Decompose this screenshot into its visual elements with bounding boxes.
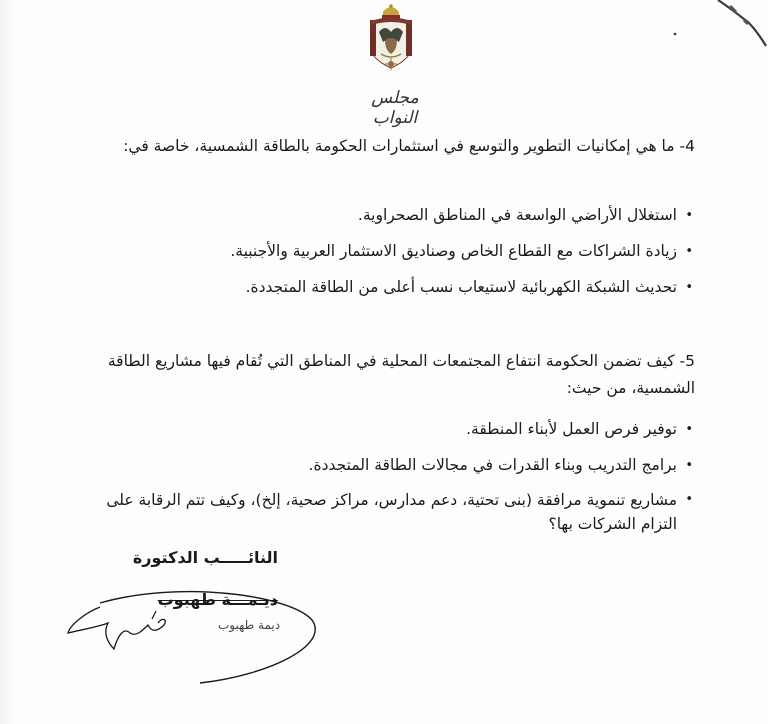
list-item-text: مشاريع تنموية مرافقة (بنى تحتية، دعم مدارس، مراكز صحية، إلخ)، وكيف تتم الرقابة على التزام الشركات بها؟ — [106, 491, 677, 533]
bullet-icon: • — [685, 244, 693, 259]
question-5 — [95, 348, 695, 402]
council-name-calligraphy: مجلس النواب — [371, 88, 419, 128]
bullet-icon: • — [685, 422, 693, 437]
bullet-icon: • — [685, 280, 693, 295]
signatory-title: النائـــــب الدكتورة — [132, 548, 278, 567]
question-text — [95, 348, 695, 402]
bullet-icon: • — [685, 492, 693, 507]
list-item — [95, 274, 695, 301]
list-item-text: برامج التدريب وبناء القدرات في مجالات الطاقة المتجددة. — [308, 456, 677, 474]
bullet-icon: • — [685, 458, 693, 473]
signatory-name: ديـمـــة طهبوب — [157, 590, 278, 609]
handwritten-signature-icon — [40, 575, 330, 685]
pen-stroke-mark-icon — [658, 0, 768, 60]
list-item — [95, 202, 695, 229]
question-5-bullets — [95, 410, 695, 544]
list-item-text: توفير فرص العمل لأبناء المنطقة. — [466, 420, 677, 438]
list-item — [95, 452, 695, 479]
bullet-list — [95, 202, 695, 301]
list-item — [95, 488, 695, 536]
question-4-bullets — [95, 196, 695, 309]
bullet-list — [95, 416, 695, 536]
question-body: كيف تضمن الحكومة انتفاع المجتمعات المحلية في المناطق التي تُقام فيها مشاريع الطاقة الشمسية، من حيث: — [107, 352, 695, 397]
question-number: 5- — [679, 352, 695, 370]
handwritten-name: ديمة طهبوب — [218, 618, 281, 632]
question-4 — [95, 133, 695, 160]
list-item — [95, 416, 695, 443]
list-item-text: استغلال الأراضي الواسعة في المناطق الصحراوية. — [357, 206, 677, 224]
list-item — [95, 238, 695, 265]
coat-of-arms-icon — [365, 2, 417, 78]
scan-edge-shadow — [0, 0, 14, 724]
question-body: ما هي إمكانيات التطوير والتوسع في استثمارات الحكومة بالطاقة الشمسية، خاصة في: — [123, 137, 675, 155]
question-text — [95, 133, 695, 160]
list-item-text: زيادة الشراكات مع القطاع الخاص وصناديق الاستثمار العربية والأجنبية. — [230, 242, 677, 260]
question-number: 4- — [679, 137, 695, 155]
list-item-text: تحديث الشبكة الكهربائية لاستيعاب نسب أعلى من الطاقة المتجددة. — [245, 278, 677, 296]
bullet-icon: • — [685, 208, 693, 223]
